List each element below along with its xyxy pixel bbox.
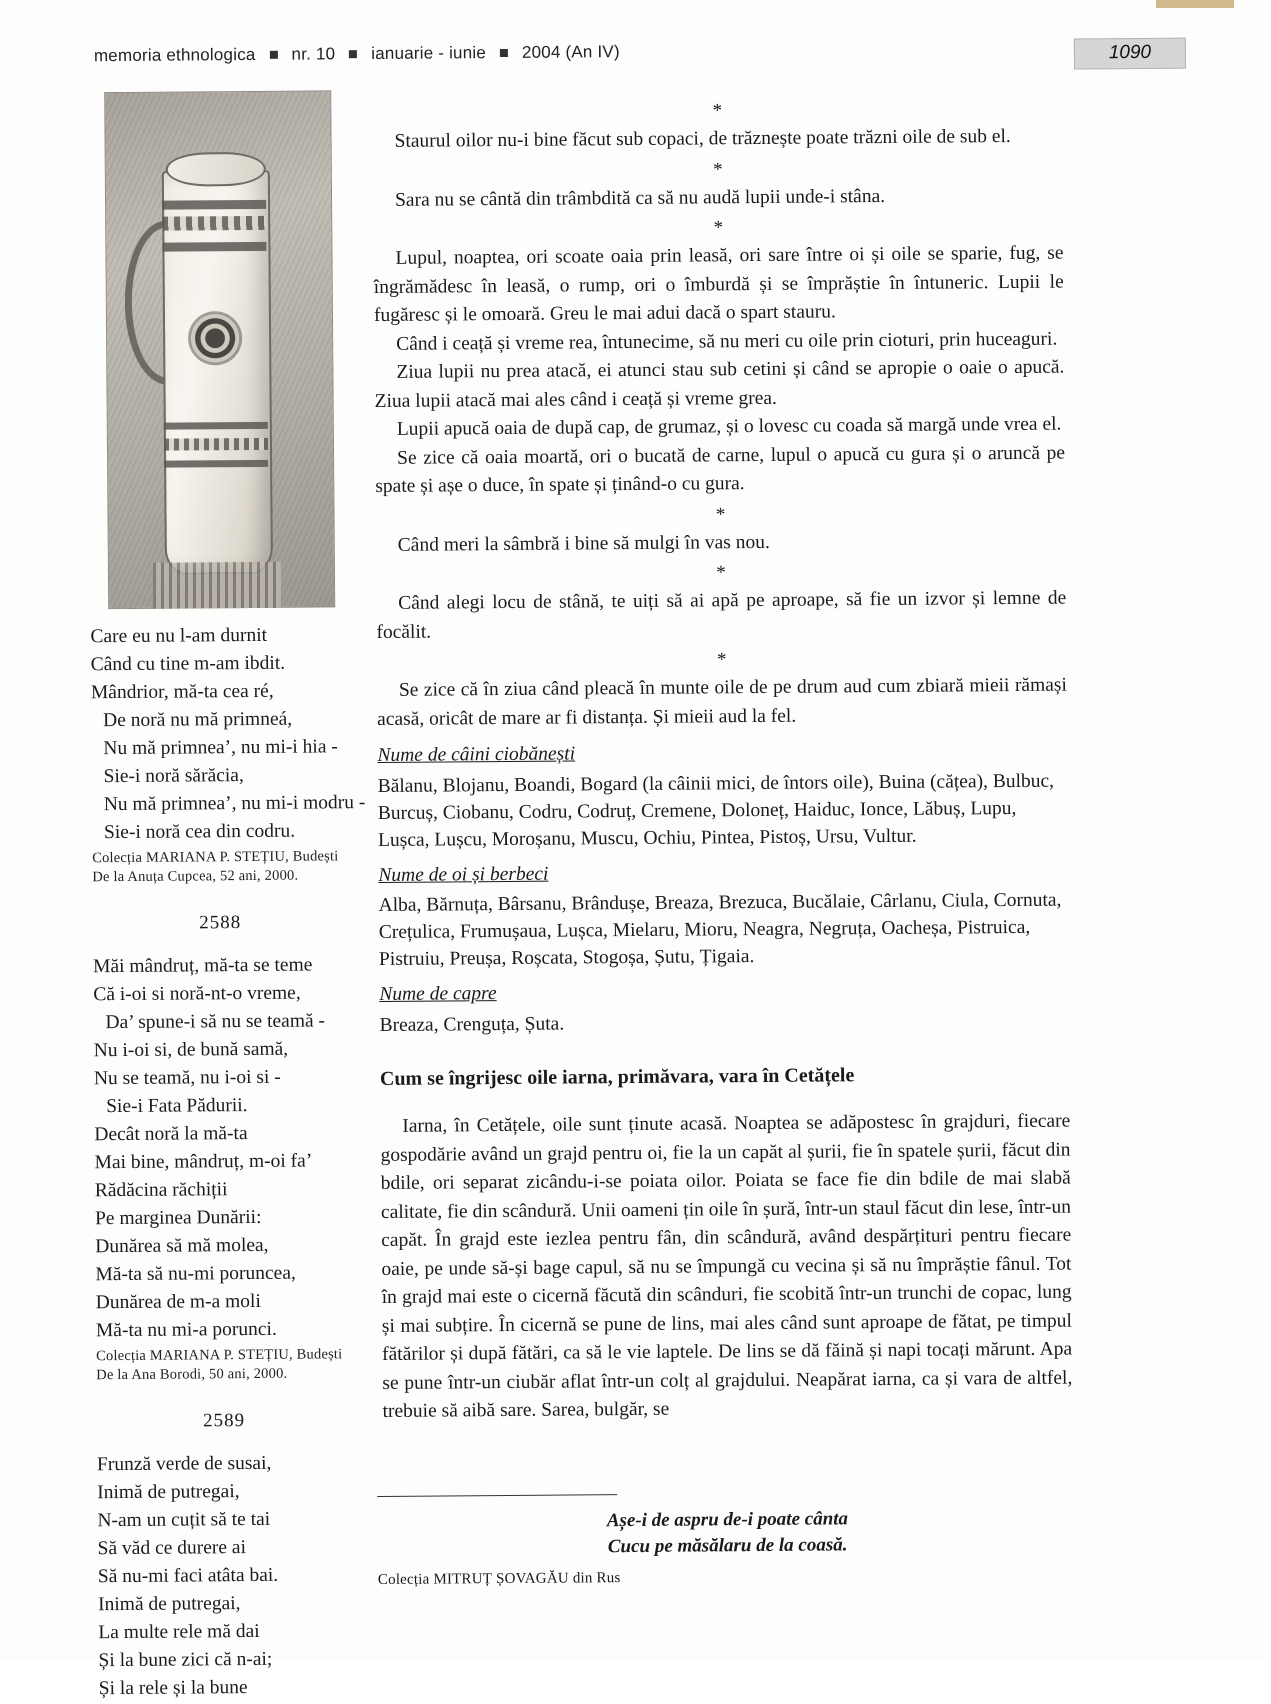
- issue-number: nr. 10: [291, 44, 336, 64]
- poem-line: Dunărea de m-a moli: [95, 1290, 261, 1314]
- poem-line: Mă-ta să nu-mi poruncea,: [95, 1262, 296, 1286]
- footer-verse-line: Cucu pe măsălaru de la coasă.: [607, 1534, 848, 1558]
- journal-title: memoria ethnologica: [93, 44, 256, 66]
- poem-line: Mai bine, mândruț, m-oi fa’: [94, 1150, 313, 1174]
- footer-rule: [377, 1494, 617, 1497]
- paragraph: Se zice că în ziua când pleacă în munte oile de pe drum aud cum zbiară mieii rămași acasă, oricât de mare ar fi distanța. Și mieii aud la fel.: [377, 674, 1067, 730]
- pitcher-band: [162, 242, 266, 252]
- paragraph: Staurul oilor nu-i bine făcut sub copaci, de trăznește poate trăzni oile de sub el.: [394, 126, 1011, 152]
- poem-block-1: [90, 621, 366, 847]
- star-divider: *: [716, 562, 726, 584]
- pitcher-band: [162, 200, 266, 210]
- page-header: [94, 38, 1104, 66]
- section-title: Cum se îngrijesc oile iarna, primăvara, vara în Cetățele: [379, 1063, 855, 1090]
- issue-period: ianuarie - iunie: [371, 43, 487, 64]
- paragraph: Când alegi locu de stână, te uiți să ai apă pe aproape, să fie un izvor și lemne de focălit.: [376, 587, 1067, 643]
- paragraph: Când meri la sâmbră i bine să mulgi în vas nou.: [397, 531, 770, 556]
- poem-line: Inimă de putregai,: [97, 1481, 240, 1504]
- song-number: 2588: [199, 912, 242, 934]
- poem-line: Sie-i noră cea din codru.: [103, 820, 296, 844]
- poem-block-3: [97, 1449, 354, 1703]
- poem-line: Că i-oi si noră-nt-o vreme,: [93, 982, 301, 1006]
- star-divider: *: [713, 217, 724, 239]
- subheading-goat-names: Nume de capre: [379, 983, 497, 1005]
- poem-line: Pe marginea Dunării:: [94, 1206, 262, 1230]
- header-separator-icon: [500, 49, 508, 57]
- poem-line: Inimă de putregai,: [97, 1593, 241, 1616]
- paragraph: Se zice că oaia moartă, ori o bucată de carne, lupul o apucă cu gura și o aruncă pe spate și așe o duce, în spate și ținând-o cu gura.: [375, 442, 1066, 498]
- star-divider: *: [716, 649, 727, 671]
- page-number: 1090: [1074, 38, 1186, 70]
- poem-line: Când cu tine m-am ibdit.: [90, 652, 286, 676]
- poem-line: Decât noră la mă-ta: [94, 1123, 248, 1146]
- poem-1-collection: [92, 847, 347, 887]
- left-column: [86, 90, 366, 1703]
- poem-line: Nu se teamă, nu i-oi si -: [93, 1066, 281, 1090]
- collection-line: De la Ana Borodi, 50 ani, 2000.: [96, 1365, 288, 1384]
- subheading-dog-names: Nume de câini ciobănești: [377, 743, 576, 766]
- poem-line: Mă-ta nu mi-a porunci.: [95, 1318, 277, 1342]
- song-number: 2589: [203, 1410, 246, 1432]
- paragraph: Când i ceață și vreme rea, întunecime, să nu meri cu oile prin cioturi, prin huceaguri.: [396, 328, 1058, 355]
- right-column: [372, 93, 1072, 1427]
- footer-verse-line: Așe-i de aspru de-i poate cânta: [606, 1508, 849, 1532]
- poem-line: Sie-i noră sărăcia,: [103, 765, 244, 788]
- poem-line: N-am un cuțit să te tai: [97, 1508, 271, 1532]
- collection-line: Colecția MARIANA P. STEȚIU, Budești: [92, 848, 339, 867]
- pitcher-neck: [166, 152, 266, 187]
- poem-line: Măi mândruț, mă-ta se teme: [92, 954, 313, 978]
- poem-line: Să nu-mi faci atâta bai.: [97, 1564, 279, 1588]
- poem-line: La multe rele mă dai: [98, 1620, 260, 1644]
- paragraph: Ziua lupii nu prea atacă, ei atunci stau sub cetini și când se apropie o oaie o apucă. Ziua lupii atacă mai ales când i ceață și vreme grea.: [374, 356, 1065, 412]
- sheep-names-list: Alba, Bărnuța, Bârsanu, Brândușe, Breaza, Brezuca, Bucălaie, Cârlanu, Ciula, Cornuta, Crețulica, Frumușaua, Lușca, Mielaru, Mioru, Neagra, Negruța, Oacheșa, Pistruica, Pistruiu, Preușa, Roșcata, Stogoșa, Șutu, Țigaia.: [378, 889, 1062, 970]
- poem-line: Nu mă primnea’, nu mi-i modru -: [103, 792, 366, 816]
- issue-year: 2004 (An IV): [521, 42, 620, 62]
- pitcher-band: [164, 438, 268, 451]
- poem-line: Dunărea să mă molea,: [95, 1234, 269, 1258]
- poem-block-2: [93, 951, 351, 1345]
- poem-line: Rădăcina răchiții: [94, 1179, 228, 1202]
- star-divider: *: [712, 158, 723, 180]
- poem-line: Sie-i Fata Pădurii.: [106, 1095, 248, 1118]
- header-separator-icon: [269, 51, 277, 59]
- poem-2-collection: [96, 1345, 351, 1385]
- paragraph: Lupii apucă oaia de după cap, de grumaz, și o lovesc cu coada să margă unde vrea el.: [396, 413, 1062, 440]
- dog-names-list: Bălanu, Blojanu, Boandi, Bogard (la câinii mici, de întors oile), Buina (cățea), Bulbuc, Burcuș, Ciobanu, Codru, Codruț, Cremene, Doloneț, Haiduc, Ionce, Lăbuș, Lupu, Lușca, Lușcu, Moroșanu, Muscu, Ochiu, Pintea, Pistoș, Ursu, Vultur.: [377, 770, 1055, 851]
- footer-verse: [377, 1505, 1077, 1562]
- poem-line: Să văd ce durere ai: [97, 1537, 247, 1560]
- pitcher-band: [164, 460, 268, 468]
- pitcher-band: [162, 216, 266, 231]
- poem-line: De noră nu mă primneá,: [103, 708, 293, 732]
- subheading-sheep-names: Nume de oi și berbeci: [378, 863, 549, 886]
- poem-line: Da’ spune-i să nu se teamă -: [105, 1010, 326, 1034]
- header-separator-icon: [349, 50, 357, 58]
- poem-line: Mândrior, mă-ta cea ré,: [90, 680, 274, 704]
- poem-line: Și la rele și la bune: [98, 1677, 248, 1700]
- pitcher-stand: [153, 562, 281, 609]
- collection-line: De la Anuța Cupcea, 52 ani, 2000.: [92, 867, 299, 886]
- ceramic-pitcher-photo: [104, 90, 335, 609]
- poem-line: Nu mă primnea’, nu mi-i hia -: [103, 736, 338, 760]
- pitcher-band: [164, 422, 268, 430]
- footer-collection: Colecția MITRUȚ ȘOVAGĂU din Rus: [377, 1570, 621, 1589]
- pitcher-rosette-motif: [191, 314, 239, 362]
- poem-line: Și la bune zici că n-ai;: [98, 1648, 273, 1672]
- pitcher-body: [162, 170, 273, 575]
- paragraph: Sara nu se cântă din trâmbdită ca să nu audă lupii unde-i stâna.: [394, 185, 886, 211]
- poem-line: Nu i-oi si, de bună samă,: [93, 1038, 289, 1062]
- star-divider: *: [715, 503, 726, 525]
- poem-line: Care eu nu l-am durnit: [90, 624, 268, 648]
- collection-line: Colecția MARIANA P. STEȚIU, Budești: [96, 1346, 343, 1365]
- paragraph: Lupul, noaptea, ori scoate oaia prin leasă, ori sare între oi și oile se sparie, fug, se îngrămădesc în leasă, o rump, ori o îmburdă și se împrăștie în întuneric. Lupii le fugăresc și le omoară. Greu le mai adui dacă o spart stauru.: [373, 242, 1064, 327]
- poem-line: Frunză verde de susai,: [96, 1452, 272, 1476]
- section-body: Iarna, în Cetățele, oile sunt ținute acasă. Noaptea se adăpostesc în grajduri, fiecare gospodărie având un grajd pentru oi, fie la un capăt al șurii, fie în spatele șurii, făcut din bdile, ori separat zicându-i-se poiata oilor. Poiata se face fie din bdile de mai slabă calitate, fie din scândură. Unii oameni țin oile în șură, într-un staul făcut din lese, într-un capăt. În grajd este iezlea pentru fân, din scândură, având despărțituri pentru fiecare oaie, pe unde să-și bage capul, să nu se împungă cu vecina și să nu împrăștie fânul. Tot în grajd mai este o cicernă făcută din scânduri, fie scobită într-un trunchi de copac, lung și mai subțire. În cicernă se pune de lins, mai ales când sunt aproape de fătat, pe timpul fătărilor și după fătări, ca să le vie laptele. De lins se dă făină și napi tocați mărunt. Apa se pune într-un ciubăr aflat într-un colț al grajdului. Neapărat iarna, ca și vara de altfel, trebuie să aibă sare. Sarea, bulgăr, se: [380, 1110, 1073, 1422]
- star-divider: *: [712, 100, 723, 122]
- goat-names-list: Breaza, Crenguța, Șuta.: [379, 1013, 565, 1036]
